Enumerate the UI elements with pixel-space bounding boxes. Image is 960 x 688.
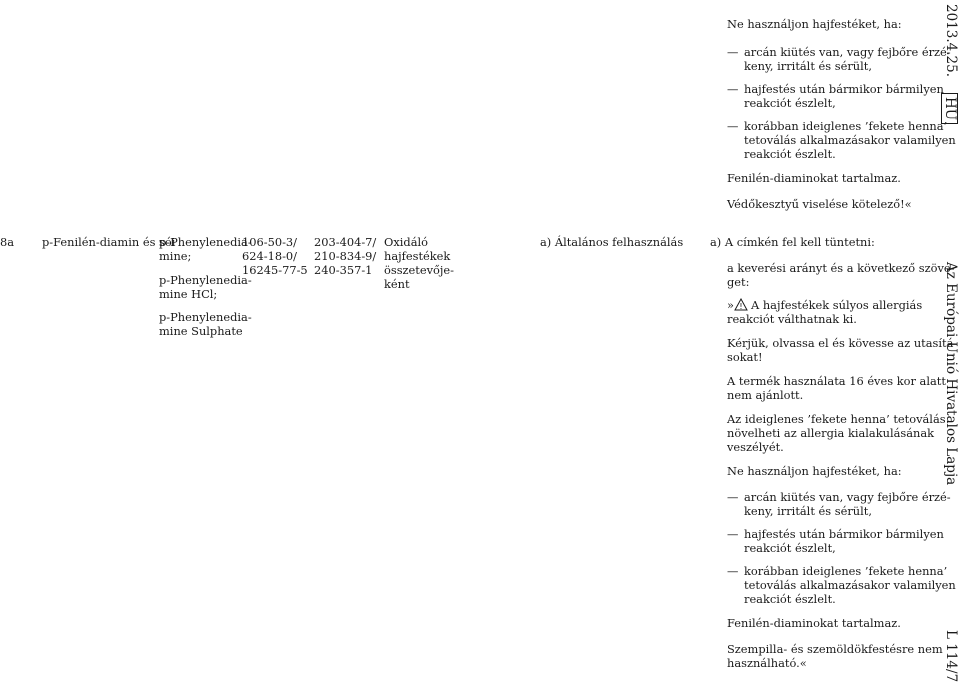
journal-title: Az Európai Unió Hivatalos Lapja — [943, 262, 959, 486]
mix-line-1: a keverési arányt és a következő szöve- — [727, 261, 955, 275]
inci-line: mine Sulphate — [159, 324, 243, 338]
cas-number: 106-50-3/ — [242, 235, 298, 249]
inci-line: p-Phenylenedia- — [159, 310, 252, 324]
top-bullet-1-line-1: arcán kiütés van, vagy fejbőre érzé- — [744, 45, 951, 59]
label-intro: a) A címkén fel kell tüntetni: — [710, 235, 875, 249]
top-bullet-2-line-2: reakciót észlelt, — [744, 96, 836, 110]
top-bullet-1-line-2: keny, irritált és sérült, — [744, 59, 872, 73]
top-bullet-2-line-1: hajfestés után bármikor bármilyen — [744, 82, 944, 96]
ec-number: 203-404-7/ — [314, 235, 377, 249]
dash: — — [727, 564, 739, 578]
top-bullet-3-line-3: reakciót észlelt. — [744, 147, 836, 161]
dont-use: Ne használjon hajfestéket, ha: — [727, 464, 902, 478]
warning-line-2: reakciót válthatnak ki. — [727, 312, 857, 326]
bullet-3-line-1: korábban ideiglenes ’fekete henna’ — [744, 564, 948, 578]
row-number: 8a — [0, 235, 15, 249]
inci-line: mine HCl; — [159, 287, 218, 301]
ec-number: 240-357-1 — [314, 263, 373, 277]
dash: — — [727, 490, 739, 504]
page-number: L 114/7 — [943, 630, 959, 683]
product-type: a) Általános felhasználás — [540, 235, 684, 249]
dash: — — [727, 45, 739, 59]
cas-number: 16245-77-5 — [242, 263, 308, 277]
henna-line-2: növelheti az allergia kialakulásának — [727, 426, 935, 440]
eyelash-line-2: használható.« — [727, 656, 807, 670]
bullet-1-line-1: arcán kiütés van, vagy fejbőre érzé- — [744, 490, 951, 504]
substance-name: p-Fenilén-diamin és sói — [42, 235, 176, 249]
inci-line: p-Phenylenedia- — [159, 235, 252, 249]
top-bullet-3-line-2: tetoválás alkalmazásakor valamilyen — [744, 133, 956, 147]
top-dont-use: Ne használjon hajfestéket, ha: — [727, 17, 902, 31]
age-line-1: A termék használata 16 éves kor alatt — [727, 374, 946, 388]
dash: — — [727, 527, 739, 541]
language-code: HU — [941, 93, 958, 124]
top-contains: Fenilén-diaminokat tartalmaz. — [727, 171, 901, 185]
bullet-3-line-2: tetoválás alkalmazásakor valamilyen — [744, 578, 956, 592]
inci-line: mine; — [159, 249, 192, 263]
function-line: ként — [384, 277, 410, 291]
dash: — — [727, 119, 739, 133]
inci-line: p-Phenylenedia- — [159, 273, 252, 287]
mix-line-2: get: — [727, 275, 750, 289]
quote-open: » — [727, 298, 734, 312]
warning-triangle-icon — [734, 298, 748, 311]
ec-number: 210-834-9/ — [314, 249, 377, 263]
eyelash-line-1: Szempilla- és szemöldökfestésre nem — [727, 642, 943, 656]
contains: Fenilén-diaminokat tartalmaz. — [727, 616, 901, 630]
warning-text: A hajfestékek súlyos allergiás — [750, 298, 923, 312]
henna-line-1: Az ideiglenes ’fekete henna’ tetoválás — [727, 412, 946, 426]
bullet-3-line-3: reakciót észlelt. — [744, 592, 836, 606]
language-badge — [941, 93, 958, 124]
bullet-2-line-2: reakciót észlelt, — [744, 541, 836, 555]
read-line-2: sokat! — [727, 350, 763, 364]
henna-line-3: veszélyét. — [727, 440, 784, 454]
function-line: összetevője- — [384, 263, 455, 277]
read-line-1: Kérjük, olvassa el és kövesse az utasítá- — [727, 336, 958, 350]
age-line-2: nem ajánlott. — [727, 388, 804, 402]
publication-date: 2013.4.25. — [943, 4, 959, 77]
warning-line-1 — [727, 298, 922, 312]
bullet-2-line-1: hajfestés után bármikor bármilyen — [744, 527, 944, 541]
dash: — — [727, 82, 739, 96]
top-bullet-3-line-1: korábban ideiglenes ’fekete henna’ — [744, 119, 948, 133]
bullet-1-line-2: keny, irritált és sérült, — [744, 504, 872, 518]
top-gloves: Védőkesztyű viselése kötelező!« — [727, 197, 912, 211]
svg-text:!: ! — [739, 302, 743, 311]
function-line: Oxidáló — [384, 235, 428, 249]
function-line: hajfestékek — [384, 249, 451, 263]
cas-number: 624-18-0/ — [242, 249, 298, 263]
